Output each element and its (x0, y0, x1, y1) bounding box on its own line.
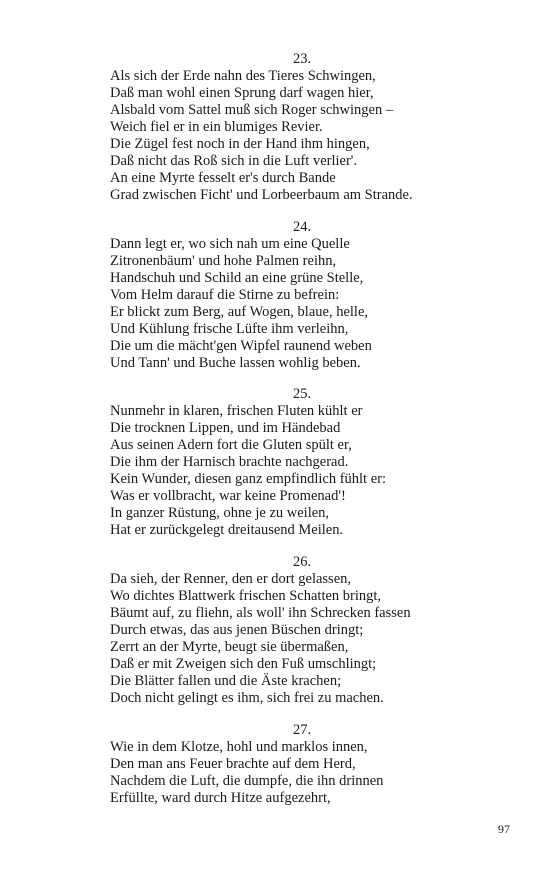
verse-line: Die um die mächt'gen Wipfel raunend weben (110, 338, 372, 354)
verse-line: Die ihm der Harnisch brachte nachgerad. (110, 454, 349, 470)
stanza-number (110, 219, 510, 236)
verse-line: Was er vollbracht, war keine Promenad'! (110, 488, 346, 504)
stanza-lines (110, 236, 530, 372)
stanza-number-text: 23. (292, 51, 312, 67)
verse-line: Handschuh und Schild an eine grüne Stelle, (110, 270, 364, 286)
verse-line: Doch nicht gelingt es ihm, sich frei zu machen. (110, 690, 384, 706)
verse-line: Den man ans Feuer brachte auf dem Herd, (110, 756, 356, 772)
verse-line: Daß man wohl einen Sprung darf wagen hier, (110, 85, 374, 101)
verse-line: Weich fiel er in ein blumiges Revier. (110, 119, 323, 135)
stanza-number (110, 722, 510, 739)
verse-line: Als sich der Erde nahn des Tieres Schwingen, (110, 68, 376, 84)
verse-line: Erfüllte, ward durch Hitze aufgezehrt, (110, 790, 331, 806)
stanza-number (110, 554, 510, 571)
verse-line: Daß nicht das Roß sich in die Luft verlier'. (110, 153, 358, 169)
verse-line: In ganzer Rüstung, ohne je zu weilen, (110, 505, 330, 521)
verse-line: Alsbald vom Sattel muß sich Roger schwingen – (110, 102, 394, 118)
page-number: 97 (498, 822, 510, 836)
stanza-number (110, 386, 510, 403)
stanza-lines (110, 571, 530, 707)
verse-line: Und Kühlung frische Lüfte ihm verleihn, (110, 321, 349, 337)
verse-line: Aus seinen Adern fort die Gluten spült er, (110, 437, 352, 453)
stanza-number-text: 26. (292, 554, 312, 570)
verse-line: Zerrt an der Myrte, beugt sie übermaßen, (110, 639, 349, 655)
verse-line: Wie in dem Klotze, hohl und marklos innen, (110, 739, 368, 755)
verse-line: Nunmehr in klaren, frischen Fluten kühlt er (110, 403, 363, 419)
verse-line: Vom Helm darauf die Stirne zu befrein: (110, 287, 340, 303)
stanza-number (110, 51, 510, 68)
verse-line: Grad zwischen Ficht' und Lorbeerbaum am Strande. (110, 187, 413, 203)
stanza-number-text: 27. (292, 722, 312, 738)
verse-line: Dann legt er, wo sich nah um eine Quelle (110, 236, 350, 252)
stanza-number-text: 24. (292, 219, 312, 235)
verse-line: Da sieh, der Renner, den er dort gelassen, (110, 571, 351, 587)
verse-line: An eine Myrte fesselt er's durch Bande (110, 170, 336, 186)
verse-line: Nachdem die Luft, die dumpfe, die ihn drinnen (110, 773, 384, 789)
verse-line: Daß er mit Zweigen sich den Fuß umschlingt; (110, 656, 377, 672)
verse-line: Bäumt auf, zu fliehn, als woll' ihn Schrecken fassen (110, 605, 411, 621)
verse-line: Zitronenbäum' und hohe Palmen reihn, (110, 253, 337, 269)
verse-line: Die Zügel fest noch in der Hand ihm hingen, (110, 136, 370, 152)
stanza-lines (110, 68, 530, 204)
verse-line: Durch etwas, das aus jenen Büschen dringt; (110, 622, 364, 638)
verse-line: Hat er zurückgelegt dreitausend Meilen. (110, 522, 344, 538)
stanza-lines (110, 403, 530, 539)
verse-line: Die Blätter fallen und die Äste krachen; (110, 673, 342, 689)
verse-line: Die trocknen Lippen, und im Händebad (110, 420, 341, 436)
verse-line: Und Tann' und Buche lassen wohlig beben. (110, 355, 361, 371)
verse-line: Er blickt zum Berg, auf Wogen, blaue, helle, (110, 304, 369, 320)
stanza-lines (110, 739, 530, 807)
verse-line: Wo dichtes Blattwerk frischen Schatten bringt, (110, 588, 382, 604)
verse-line: Kein Wunder, diesen ganz empfindlich fühlt er: (110, 471, 386, 487)
stanza-number-text: 25. (292, 386, 312, 402)
